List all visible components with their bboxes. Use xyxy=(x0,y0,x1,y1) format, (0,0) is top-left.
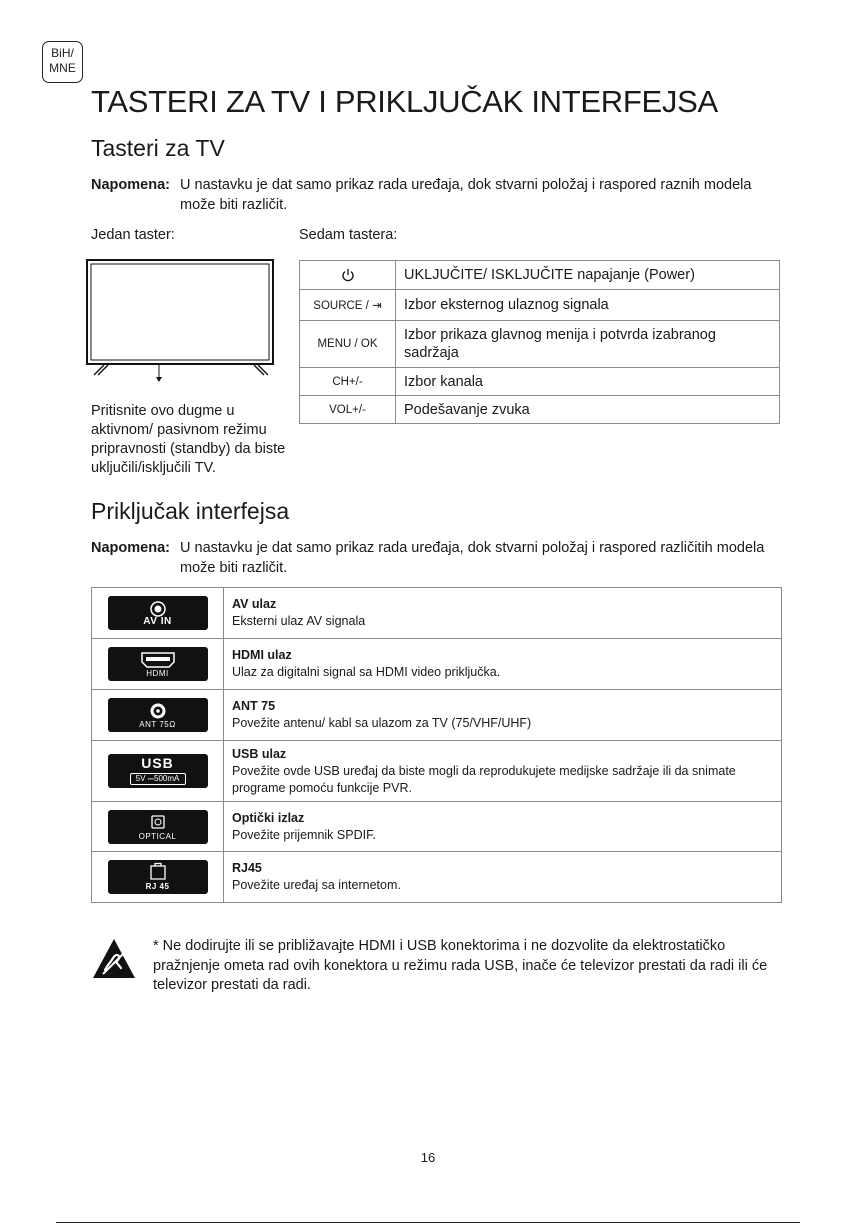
port-info xyxy=(224,741,782,802)
port-icon-cell xyxy=(92,588,224,639)
port-title: Optički izlaz xyxy=(232,810,305,825)
table-row xyxy=(92,588,782,639)
interface-table xyxy=(91,587,782,903)
av-in-port-icon: AV IN xyxy=(108,596,208,630)
esd-warning-icon xyxy=(91,936,137,982)
hdmi-port-icon: HDMI xyxy=(108,647,208,681)
region-badge: BiH/ MNE xyxy=(42,41,83,83)
key-description: Podešavanje zvuka xyxy=(396,396,780,424)
key-description: Izbor prikaza glavnog menija i potvrda izabranog sadržaja xyxy=(396,321,780,368)
footer-rule xyxy=(56,1222,800,1223)
note-label: Napomena: xyxy=(91,177,170,193)
optical-port-icon: OPTICAL xyxy=(108,810,208,844)
port-icon-cell xyxy=(92,852,224,903)
port-title: HDMI ulaz xyxy=(232,648,292,662)
key-cell xyxy=(300,261,396,290)
port-description: Povežite prijemnik SPDIF. xyxy=(232,827,376,842)
table-row xyxy=(300,321,780,368)
port-title: ANT 75 xyxy=(232,699,276,713)
seven-buttons-label: Sedam tastera: xyxy=(299,227,398,243)
key-cell: VOL+/- xyxy=(300,396,396,424)
port-icon-cell xyxy=(92,690,224,741)
power-icon xyxy=(341,268,355,282)
key-cell: CH+/- xyxy=(300,368,396,396)
table-row xyxy=(92,802,782,852)
page-number: 16 xyxy=(420,1150,436,1165)
note-text: U nastavku je dat samo prikaz rada uređaja, dok stvarni položaj i raspored raznih modela može biti različit. xyxy=(180,177,752,213)
key-cell xyxy=(300,290,396,321)
section-heading-buttons: Tasteri za TV xyxy=(91,135,225,161)
note-buttons xyxy=(91,175,771,213)
table-row xyxy=(300,368,780,396)
key-description: UKLJUČITE/ ISKLJUČITE napajanje (Power) xyxy=(396,261,780,290)
table-row xyxy=(300,396,780,424)
tv-illustration xyxy=(86,259,276,383)
note-text: U nastavku je dat samo prikaz rada uređaja, dok stvarni položaj i raspored različitih modela može biti različit. xyxy=(180,540,765,576)
table-row xyxy=(92,690,782,741)
page-title: TASTERI ZA TV I PRIKLJUČAK INTERFEJSA xyxy=(91,84,718,119)
port-title: USB ulaz xyxy=(232,746,287,761)
key-description: Izbor eksternog ulaznog signala xyxy=(396,290,780,321)
table-row xyxy=(300,290,780,321)
warning-text: * Ne dodirujte ili se približavajte HDMI i USB konektorima i ne dozvolite da elektrostatičko pražnjenje ometa rad ovih konektora u režimu rada USB, inače će televizor prestati da radi ili će televizor prestati da radi. xyxy=(153,938,768,993)
port-description: Eksterni ulaz AV signala xyxy=(232,614,366,628)
port-description: Povežite uređaj sa internetom. xyxy=(232,878,401,892)
port-icon-cell xyxy=(92,639,224,690)
table-row xyxy=(300,261,780,290)
port-description: Ulaz za digitalni signal sa HDMI video priključka. xyxy=(232,665,501,679)
table-row xyxy=(92,741,782,802)
antenna-port-icon: ANT 75Ω xyxy=(108,698,208,732)
section-heading-interface: Priključak interfejsa xyxy=(91,498,290,524)
single-button-label: Jedan taster: xyxy=(91,227,175,243)
port-title: AV ulaz xyxy=(232,597,277,611)
port-info xyxy=(224,802,782,852)
key-description: Izbor kanala xyxy=(396,368,780,396)
port-info xyxy=(224,690,782,741)
buttons-table xyxy=(299,260,780,424)
table-row xyxy=(92,852,782,903)
port-info xyxy=(224,852,782,903)
port-info xyxy=(224,588,782,639)
port-description: Povežite ovde USB uređaj da biste mogli da reprodukujete medijske sadržaje ili da snimate programe pomoću funkcije PVR. xyxy=(232,763,736,795)
single-button-description: Pritisnite ovo dugme u aktivnom/ pasivnom režimu pripravnosti (standby) da biste uključili/isključili TV. xyxy=(91,403,286,476)
source-key-label: SOURCE / ⇥ xyxy=(313,300,382,312)
note-label: Napomena: xyxy=(91,540,170,556)
table-row xyxy=(92,639,782,690)
usb-port-icon: USB 5V ⎓500mA xyxy=(108,754,208,788)
port-info xyxy=(224,639,782,690)
port-icon-cell xyxy=(92,741,224,802)
note-interface xyxy=(91,538,771,576)
key-cell: MENU / OK xyxy=(300,321,396,368)
port-description: Povežite antenu/ kabl sa ulazom za TV (75/VHF/UHF) xyxy=(232,716,532,730)
port-title: RJ45 xyxy=(232,861,262,875)
port-icon-cell xyxy=(92,802,224,852)
rj45-port-icon: RJ 45 xyxy=(108,860,208,894)
